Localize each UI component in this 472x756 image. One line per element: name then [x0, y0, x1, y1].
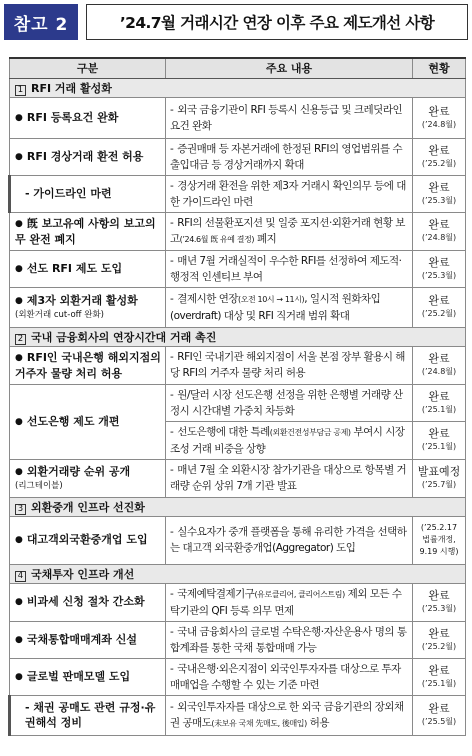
row-status-line: 9.19 시행) [419, 547, 459, 556]
dash-icon: - [170, 216, 174, 229]
row-content-tail: 허용 [306, 716, 329, 729]
row-content-note: (’24.6월 旣 유예 결정) [179, 234, 255, 244]
row-category: 제3자 외환거래 활성화 [26, 294, 138, 307]
row-content: 국내은행·외은지점이 외국인투자자를 대상으로 투자매매업을 수행할 수 있는 기준 마련 [170, 662, 401, 691]
dash-icon: - [170, 142, 174, 155]
table-row [10, 695, 466, 735]
dash-icon: - [170, 179, 174, 192]
row-category: - 채권 공매도 관련 규정·유권해석 정비 [25, 701, 156, 729]
row-status: 완료 [428, 663, 450, 677]
dash-icon: - [170, 388, 174, 401]
bullet-icon: ● [15, 535, 23, 545]
bullet-icon: ● [15, 416, 23, 427]
bullet-icon: ● [15, 218, 23, 229]
section-title: 국내 금융회사의 연장시간대 거래 촉진 [31, 330, 217, 344]
column-header-category: 구분 [10, 58, 166, 78]
row-content: RFI의 선물환포지션 및 일중 포지션·외환거래 현황 보고 [170, 216, 405, 245]
row-content-note: (오전 10시 → 11시) [238, 294, 305, 304]
table-row [10, 138, 466, 175]
row-status-line: 법률개정, [422, 535, 456, 544]
section-number: 1 [15, 85, 26, 96]
row-content: 경상거래 환전을 위한 제3자 거래시 확인의무 등에 대한 가이드라인 마련 [170, 179, 406, 208]
row-content: 국내 금융회사의 글로벌 수탁은행·자산운용사 명의 통합계좌를 통한 국채 통합매매 가능 [170, 625, 407, 654]
bullet-icon: ● [15, 112, 23, 123]
dash-icon: - [170, 662, 174, 675]
bullet-icon: ● [15, 263, 23, 274]
dash-icon: - [170, 700, 174, 713]
row-status-date: (’25.2월) [421, 158, 457, 168]
bullet-icon: ● [15, 597, 23, 607]
table-row [10, 346, 466, 384]
row-status: 완료 [428, 589, 450, 602]
row-category-note: (리그테이블) [15, 481, 63, 491]
row-status-date: (’25.3월) [421, 270, 457, 280]
row-content: 실수요자가 중개 플랫폼을 통해 유리한 가격을 선택하는 대고객 외국환중개업(Aggregator) 도입 [170, 526, 407, 554]
row-status: 완료 [428, 626, 450, 640]
row-content-tail: , 일시적 원화차입(overdraft) 대상 및 RFI 직거래 범위 확대 [170, 292, 381, 322]
row-category: 선도은행 제도 개편 [26, 414, 120, 428]
row-status: 발표예정 [417, 465, 461, 478]
page-title: ’24.7월 거래시간 연장 이후 주요 제도개선 사항 [86, 4, 468, 40]
row-status-date: (’24.8월) [421, 119, 457, 129]
bullet-icon: ● [15, 296, 23, 306]
dash-icon: - [170, 587, 174, 600]
table-row [10, 175, 466, 212]
row-status: 완료 [428, 702, 450, 715]
row-status: 완료 [428, 389, 450, 403]
section-title: RFI 거래 활성화 [31, 81, 112, 95]
row-content: 결제시한 연장 [177, 292, 238, 305]
row-status: 완료 [428, 352, 450, 365]
row-category: RFI 경상거래 환전 허용 [26, 149, 144, 163]
table-row [10, 459, 466, 497]
section-number: 3 [15, 504, 26, 515]
dash-icon: - [170, 103, 174, 116]
table-row [10, 287, 466, 327]
row-status-line: (’25.2.17 [420, 523, 458, 532]
bullet-icon: ● [15, 671, 23, 682]
row-status-date: (’25.3월) [421, 604, 457, 613]
header [4, 4, 468, 40]
bullet-icon: ● [15, 151, 23, 162]
row-status: 완료 [428, 294, 450, 307]
section-header-2 [10, 327, 466, 346]
row-category: RFI인 국내은행 해외지점의 거주자 물량 처리 허용 [15, 350, 161, 380]
table-row [10, 658, 466, 695]
section-header-4 [10, 564, 466, 583]
table-row [10, 97, 466, 138]
row-content: 증권매매 등 자본거래에 한정된 RFI의 영업범위를 수출입대금 등 경상거래까지 확대 [170, 142, 403, 171]
reference-badge: 참고 2 [4, 4, 78, 40]
table-row [10, 212, 466, 250]
row-content: 선도은행에 대한 특례 [177, 425, 270, 438]
row-category: 旣 보고유예 사항의 보고의무 완전 폐지 [15, 216, 156, 246]
row-status-date: (’25.7월) [421, 480, 457, 489]
row-content: 외국인투자자를 대상으로 한 외국 금융기관의 장외채권 공매도 [170, 700, 404, 729]
row-content: 매년 7월 거래실적이 우수한 RFI를 선정하여 제도적·행정적 인센티브 부여 [170, 254, 402, 283]
section-header-3 [10, 497, 466, 516]
table-row [10, 583, 466, 621]
row-content-note: (외환건전성부담금 공제) [269, 427, 351, 437]
row-status-date: (’25.2월) [421, 641, 457, 651]
row-category: - 가이드라인 마련 [25, 187, 112, 200]
row-status-date: (’25.1월) [421, 404, 457, 414]
policy-table [8, 57, 466, 736]
section-title: 국채투자 인프라 개선 [31, 567, 135, 581]
table-header-row [10, 58, 466, 78]
row-status: 완료 [428, 143, 450, 157]
row-content-note: (未보유 국채 先매도, 後매입) [211, 718, 307, 728]
row-category-note: (외환거래 cut-off 완화) [15, 310, 104, 320]
row-status: 완료 [428, 104, 450, 118]
bullet-icon: ● [15, 352, 23, 363]
dash-icon: - [170, 625, 174, 638]
table-row [10, 516, 466, 564]
section-header-1 [10, 78, 466, 97]
dash-icon: - [170, 292, 174, 305]
column-header-content: 주요 내용 [166, 58, 413, 78]
row-content: 매년 7월 全 외환시장 참가기관을 대상으로 항목별 거래량 순위 상위 7개 기관 발표 [170, 464, 407, 492]
row-category: 비과세 신청 절차 간소화 [26, 595, 145, 608]
row-category: 국채통합매매계좌 신설 [26, 632, 137, 646]
row-content-tail: 부여시 시장조성 거래 비중을 상향 [170, 425, 405, 455]
row-category: 글로벌 판매모델 도입 [26, 669, 131, 683]
section-number: 4 [15, 571, 26, 582]
row-status: 완료 [428, 427, 450, 440]
row-status-date: (’25.3월) [421, 195, 457, 205]
row-category: 대고객외국환중개업 도입 [26, 533, 148, 546]
row-status-date: (’24.8월) [421, 367, 457, 376]
row-status-date: (’25.5월) [421, 717, 457, 726]
row-category: RFI 등록요건 완화 [26, 110, 119, 124]
section-number: 2 [15, 334, 26, 345]
table-row [10, 384, 466, 421]
bullet-icon: ● [15, 634, 23, 645]
row-status-date: (’25.1월) [421, 678, 457, 688]
row-content: 외국 금융기관이 RFI 등록시 신용등급 및 크레딧라인 요건 완화 [170, 103, 403, 132]
row-content-tail: 폐지 [254, 232, 277, 245]
row-status-date: (’24.8월) [421, 233, 457, 242]
row-status-date: (’25.2월) [421, 309, 457, 318]
row-status: 완료 [428, 218, 450, 231]
bullet-icon: ● [15, 467, 23, 477]
row-content: 원/달러 시장 선도은행 선정을 위한 은행별 거래량 산정시 시간대별 가중치 차등화 [170, 388, 403, 417]
dash-icon: - [170, 526, 174, 538]
table-row [10, 621, 466, 658]
dash-icon: - [170, 351, 174, 363]
dash-icon: - [170, 425, 174, 438]
row-category: 선도 RFI 제도 도입 [26, 261, 123, 275]
row-content-tail: 제외 모든 수탁기관의 QFI 등록 의무 면제 [170, 587, 402, 617]
row-content-note: (유로클리어, 클리어스트림) [254, 589, 345, 599]
row-status-date: (’25.1월) [421, 442, 457, 451]
dash-icon: - [170, 464, 174, 476]
row-category: 외환거래량 순위 공개 [26, 465, 131, 478]
dash-icon: - [170, 254, 174, 267]
table-row [10, 250, 466, 287]
section-title: 외환중개 인프라 선진화 [31, 500, 145, 514]
column-header-status: 현황 [413, 58, 466, 78]
row-status: 완료 [428, 255, 450, 269]
row-content: 국제예탁결제기구 [177, 587, 255, 600]
row-status: 완료 [428, 180, 450, 194]
row-content: RFI인 국내기관 해외지점이 서울 본점 장부 활용시 해당 RFI의 거주자 물량 처리 허용 [170, 351, 405, 379]
